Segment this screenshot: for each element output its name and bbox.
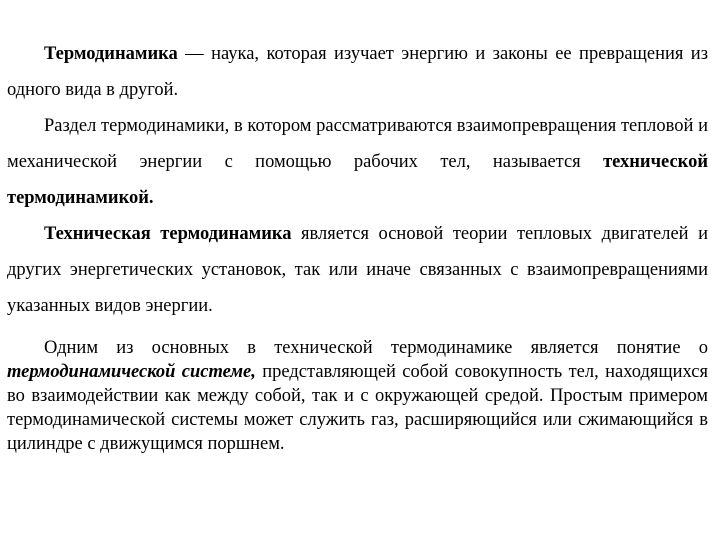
paragraph-text: — наука, которая изучает энергию и законы ее превращения из одного вида в другой. [7,44,708,100]
term-technical-thermodynamics: технической термодинамикой. [7,152,708,208]
paragraph-technical-thermodynamics-section [7,108,708,216]
term-thermodynamics: Термодинамика [44,44,178,64]
paragraph-text-before: Одним из основных в технической термодинамике является понятие о [44,338,708,358]
paragraph-technical-thermodynamics-basis [7,216,708,324]
paragraph-text: Раздел термодинамики, в котором рассматриваются взаимопревращения тепловой и механической энергии с помощью рабочих тел, называется [7,116,708,172]
term-thermodynamic-system: термодинамической системе, [7,362,256,382]
document-page [7,36,708,456]
paragraph-text-after: представляющей собой совокупность тел, находящихся во взаимодействии как между собой, так и с окружающей средой. Простым примером термодинамической системы может служить газ, расширяющийся или сжимающийся в цилиндре с движущимся поршнем. [7,362,708,454]
term-technical-thermodynamics-bold: Техническая термодинамика [44,224,292,244]
paragraph-thermodynamic-system [7,336,708,456]
paragraph-thermodynamics-definition [7,36,708,108]
paragraph-text: является основой теории тепловых двигателей и других энергетических установок, так или иначе связанных с взаимопревращениями указанных видов энергии. [7,224,708,316]
